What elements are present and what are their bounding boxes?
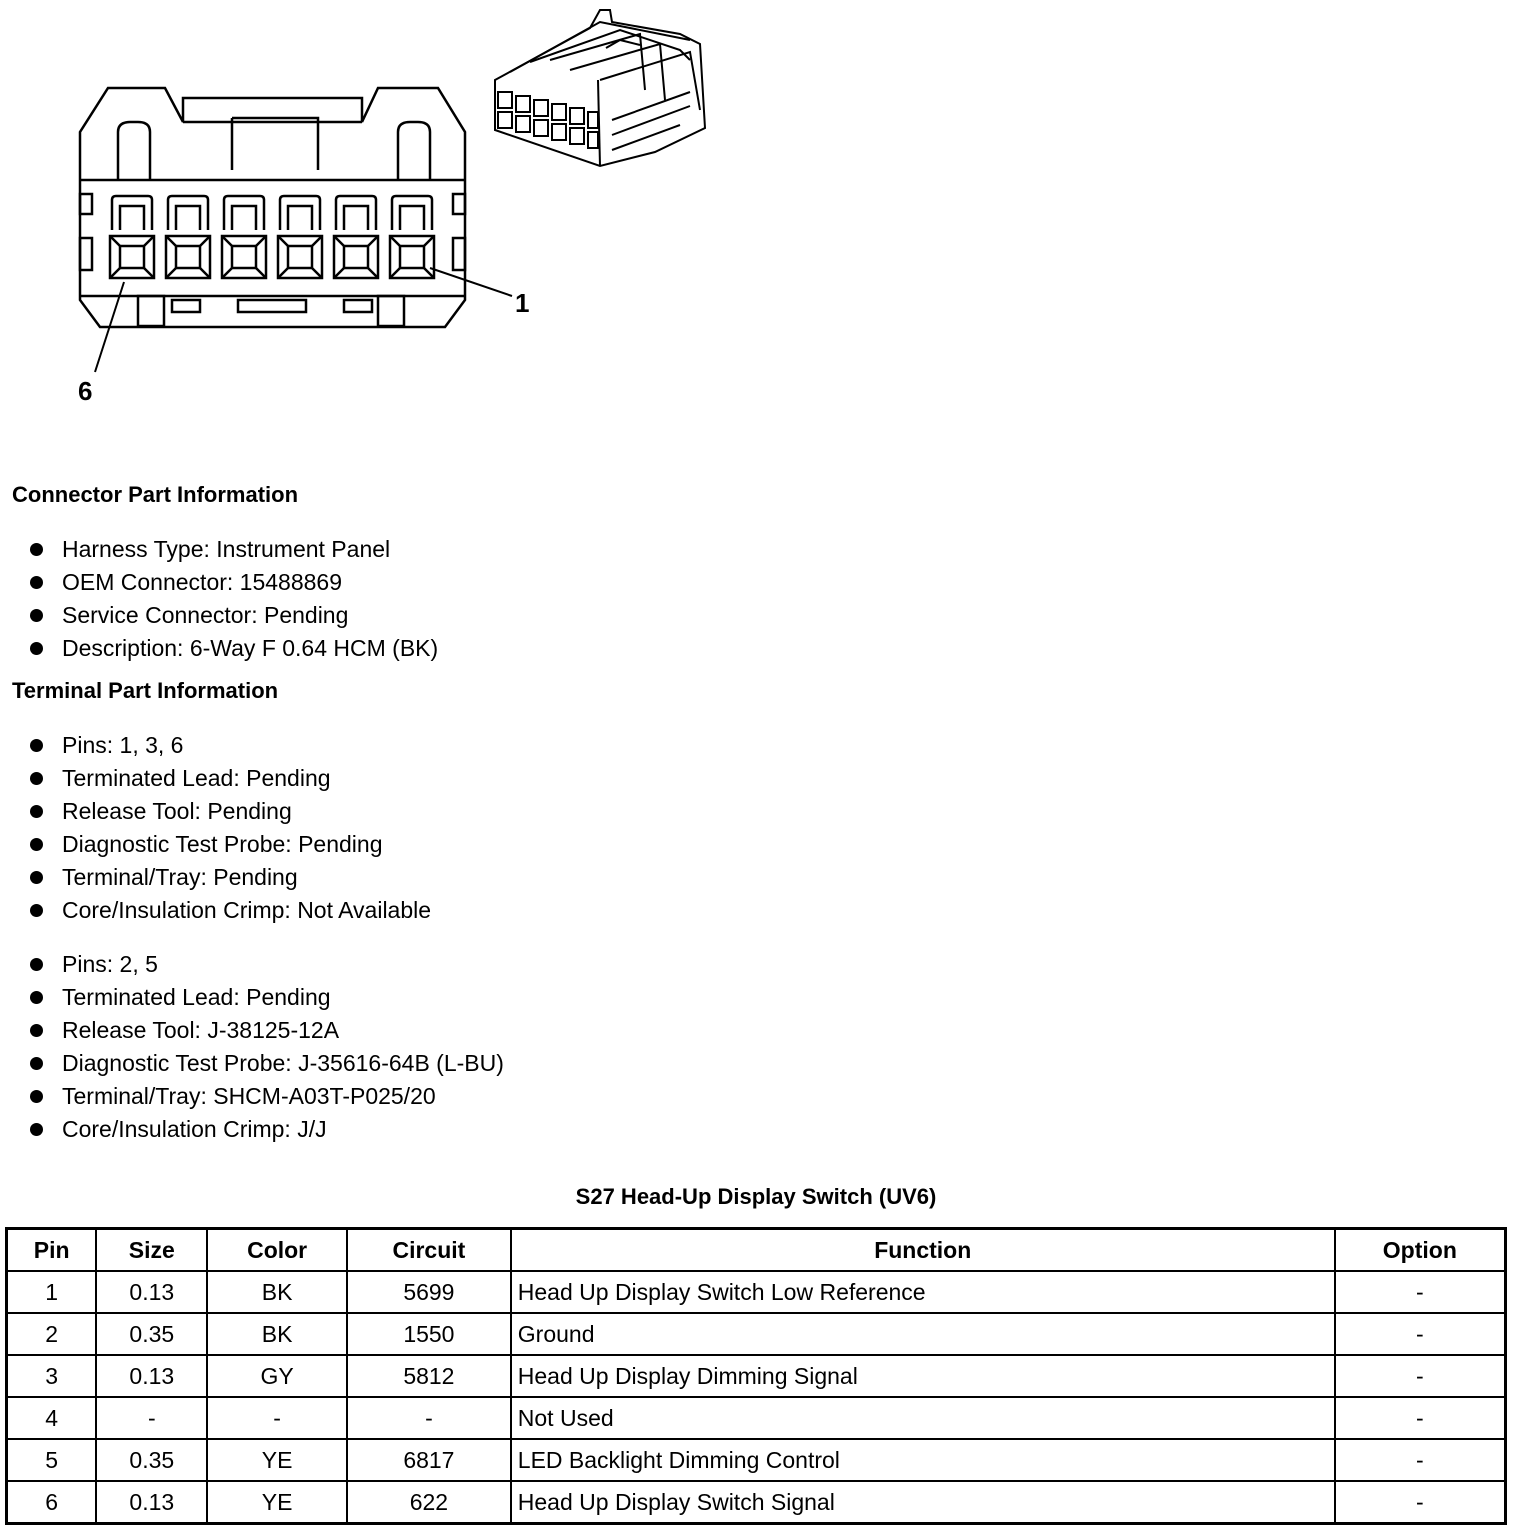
cell-function: Head Up Display Switch Low Reference [511, 1271, 1335, 1313]
bullet-icon [30, 1123, 43, 1136]
cavity-latch-inner [176, 206, 200, 230]
list-item [30, 948, 504, 981]
cavity-bevel [110, 268, 120, 278]
connector-isometric-view [495, 10, 705, 166]
cavity-bevel [256, 236, 266, 246]
list-item [30, 894, 431, 927]
cell-circuit: 6817 [347, 1439, 511, 1481]
cavity-latch-slot [168, 196, 208, 230]
bullet-icon [30, 642, 43, 655]
cavity-latch-inner [344, 206, 368, 230]
cavity-bevel [256, 268, 266, 278]
cell-circuit: 5699 [347, 1271, 511, 1313]
cell-pin: 5 [7, 1439, 97, 1481]
cavity-bevel [424, 236, 434, 246]
cell-pin: 2 [7, 1313, 97, 1355]
list-item [30, 1047, 504, 1080]
cell-function: Head Up Display Switch Signal [511, 1481, 1335, 1524]
cavity-bevel [200, 236, 210, 246]
list-item-text: Diagnostic Test Probe: J-35616-64B (L-BU) [62, 1050, 504, 1076]
cell-function: Not Used [511, 1397, 1335, 1439]
cell-function: LED Backlight Dimming Control [511, 1439, 1335, 1481]
list-item-text: Core/Insulation Crimp: Not Available [62, 897, 432, 923]
cavity-latch-slot [280, 196, 320, 230]
cavity-bevel [144, 236, 154, 246]
connector-diagram [0, 0, 760, 430]
list-item [30, 1080, 504, 1113]
cell-color: YE [207, 1481, 347, 1524]
list-item [30, 566, 438, 599]
cell-size: 0.13 [96, 1355, 207, 1397]
terminal-cavity [390, 196, 434, 278]
cell-pin: 4 [7, 1397, 97, 1439]
terminal-cavity [110, 196, 154, 278]
terminal-cavity [222, 196, 266, 278]
cell-size: 0.13 [96, 1271, 207, 1313]
list-item-text: Description: 6-Way F 0.64 HCM (BK) [62, 635, 439, 661]
list-item [30, 533, 438, 566]
cavity-bevel [200, 268, 210, 278]
cavity-latch-inner [400, 206, 424, 230]
cavity-row [110, 196, 434, 278]
cavity-inner [344, 246, 368, 268]
cell-function: Ground [511, 1313, 1335, 1355]
cell-color: YE [207, 1439, 347, 1481]
cell-size: 0.35 [96, 1313, 207, 1355]
column-header-option: Option [1335, 1229, 1506, 1272]
cell-option: - [1335, 1355, 1506, 1397]
cavity-inner [232, 246, 256, 268]
connector-face-view [80, 88, 465, 327]
list-item-text: Release Tool: Pending [62, 798, 292, 824]
list-item-text: Release Tool: J-38125-12A [62, 1017, 340, 1043]
list-item-text: Terminated Lead: Pending [62, 765, 331, 791]
cell-circuit: 1550 [347, 1313, 511, 1355]
cavity-bevel [144, 268, 154, 278]
column-header-circuit: Circuit [347, 1229, 511, 1272]
list-item [30, 1113, 504, 1146]
cavity-bevel [110, 236, 120, 246]
cavity-inner [120, 246, 144, 268]
table-row [7, 1481, 1506, 1524]
cell-color: BK [207, 1271, 347, 1313]
bullet-icon [30, 1024, 43, 1037]
table-row [7, 1313, 1506, 1355]
bullet-icon [30, 838, 43, 851]
cell-option: - [1335, 1481, 1506, 1524]
bullet-icon [30, 958, 43, 971]
list-item-text: Terminal/Tray: SHCM-A03T-P025/20 [62, 1083, 436, 1109]
cell-color: - [207, 1397, 347, 1439]
table-row [7, 1271, 1506, 1313]
cavity-inner [176, 246, 200, 268]
cell-function: Head Up Display Dimming Signal [511, 1355, 1335, 1397]
cavity-bevel [390, 236, 400, 246]
cavity-bevel [312, 268, 322, 278]
cavity-bevel [334, 236, 344, 246]
connector-info-list [30, 533, 438, 665]
table-row [7, 1439, 1506, 1481]
cavity-bevel [222, 268, 232, 278]
bullet-icon [30, 904, 43, 917]
bullet-icon [30, 543, 43, 556]
cavity-bevel [166, 236, 176, 246]
bullet-icon [30, 609, 43, 622]
list-item-text: Pins: 1, 3, 6 [62, 732, 184, 758]
list-item [30, 729, 431, 762]
cavity-inner [400, 246, 424, 268]
cell-color: BK [207, 1313, 347, 1355]
callout-label-pin6: 6 [78, 376, 93, 406]
cavity-latch-inner [120, 206, 144, 230]
bullet-icon [30, 772, 43, 785]
cavity-bevel [390, 268, 400, 278]
terminal-cavity [334, 196, 378, 278]
cell-option: - [1335, 1313, 1506, 1355]
cavity-bevel [222, 236, 232, 246]
list-item-text: Service Connector: Pending [62, 602, 349, 628]
list-item [30, 828, 431, 861]
list-item [30, 1014, 504, 1047]
bullet-icon [30, 576, 43, 589]
bullet-icon [30, 871, 43, 884]
cell-option: - [1335, 1271, 1506, 1313]
callout-leader-pin1 [430, 268, 512, 296]
bullet-icon [30, 805, 43, 818]
cell-pin: 6 [7, 1481, 97, 1524]
cell-color: GY [207, 1355, 347, 1397]
list-item-text: Harness Type: Instrument Panel [62, 536, 391, 562]
list-item-text: Terminal/Tray: Pending [62, 864, 298, 890]
bullet-icon [30, 1090, 43, 1103]
cavity-latch-slot [112, 196, 152, 230]
pin-table-title: S27 Head-Up Display Switch (UV6) [575, 1184, 937, 1209]
list-item [30, 632, 438, 665]
cell-pin: 3 [7, 1355, 97, 1397]
list-item [30, 861, 431, 894]
terminal-info-group-2 [30, 948, 504, 1146]
terminal-info-group-1 [30, 729, 431, 927]
cell-option: - [1335, 1397, 1506, 1439]
list-item-text: Pins: 2, 5 [62, 951, 158, 977]
cavity-latch-slot [336, 196, 376, 230]
cell-size: - [96, 1397, 207, 1439]
cavity-bevel [278, 268, 288, 278]
cell-circuit: 5812 [347, 1355, 511, 1397]
column-header-color: Color [207, 1229, 347, 1272]
cell-option: - [1335, 1439, 1506, 1481]
list-item-text: OEM Connector: 15488869 [62, 569, 343, 595]
column-header-function: Function [511, 1229, 1335, 1272]
cell-circuit: 622 [347, 1481, 511, 1524]
terminal-info-heading: Terminal Part Information [12, 678, 279, 703]
cavity-bevel [278, 236, 288, 246]
terminal-cavity [278, 196, 322, 278]
callout-label-pin1: 1 [515, 288, 530, 318]
list-item-text: Core/Insulation Crimp: J/J [62, 1116, 327, 1142]
list-item [30, 981, 504, 1014]
bullet-icon [30, 1057, 43, 1070]
list-item [30, 795, 431, 828]
pin-table [5, 1227, 1507, 1525]
list-item [30, 762, 431, 795]
cavity-latch-slot [224, 196, 264, 230]
cell-pin: 1 [7, 1271, 97, 1313]
cavity-latch-inner [288, 206, 312, 230]
cavity-inner [288, 246, 312, 268]
column-header-size: Size [96, 1229, 207, 1272]
list-item [30, 599, 438, 632]
cell-size: 0.35 [96, 1439, 207, 1481]
table-header-row [7, 1229, 1506, 1272]
cell-size: 0.13 [96, 1481, 207, 1524]
cavity-bevel [312, 236, 322, 246]
cavity-bevel [368, 236, 378, 246]
connector-info-heading: Connector Part Information [12, 482, 299, 507]
cavity-latch-inner [232, 206, 256, 230]
cavity-bevel [368, 268, 378, 278]
bullet-icon [30, 991, 43, 1004]
cavity-bevel [166, 268, 176, 278]
bullet-icon [30, 739, 43, 752]
column-header-pin: Pin [7, 1229, 97, 1272]
list-item-text: Diagnostic Test Probe: Pending [62, 831, 383, 857]
list-item-text: Terminated Lead: Pending [62, 984, 331, 1010]
cavity-bevel [334, 268, 344, 278]
table-row [7, 1397, 1506, 1439]
terminal-cavity [166, 196, 210, 278]
table-row [7, 1355, 1506, 1397]
cell-circuit: - [347, 1397, 511, 1439]
cavity-latch-slot [392, 196, 432, 230]
